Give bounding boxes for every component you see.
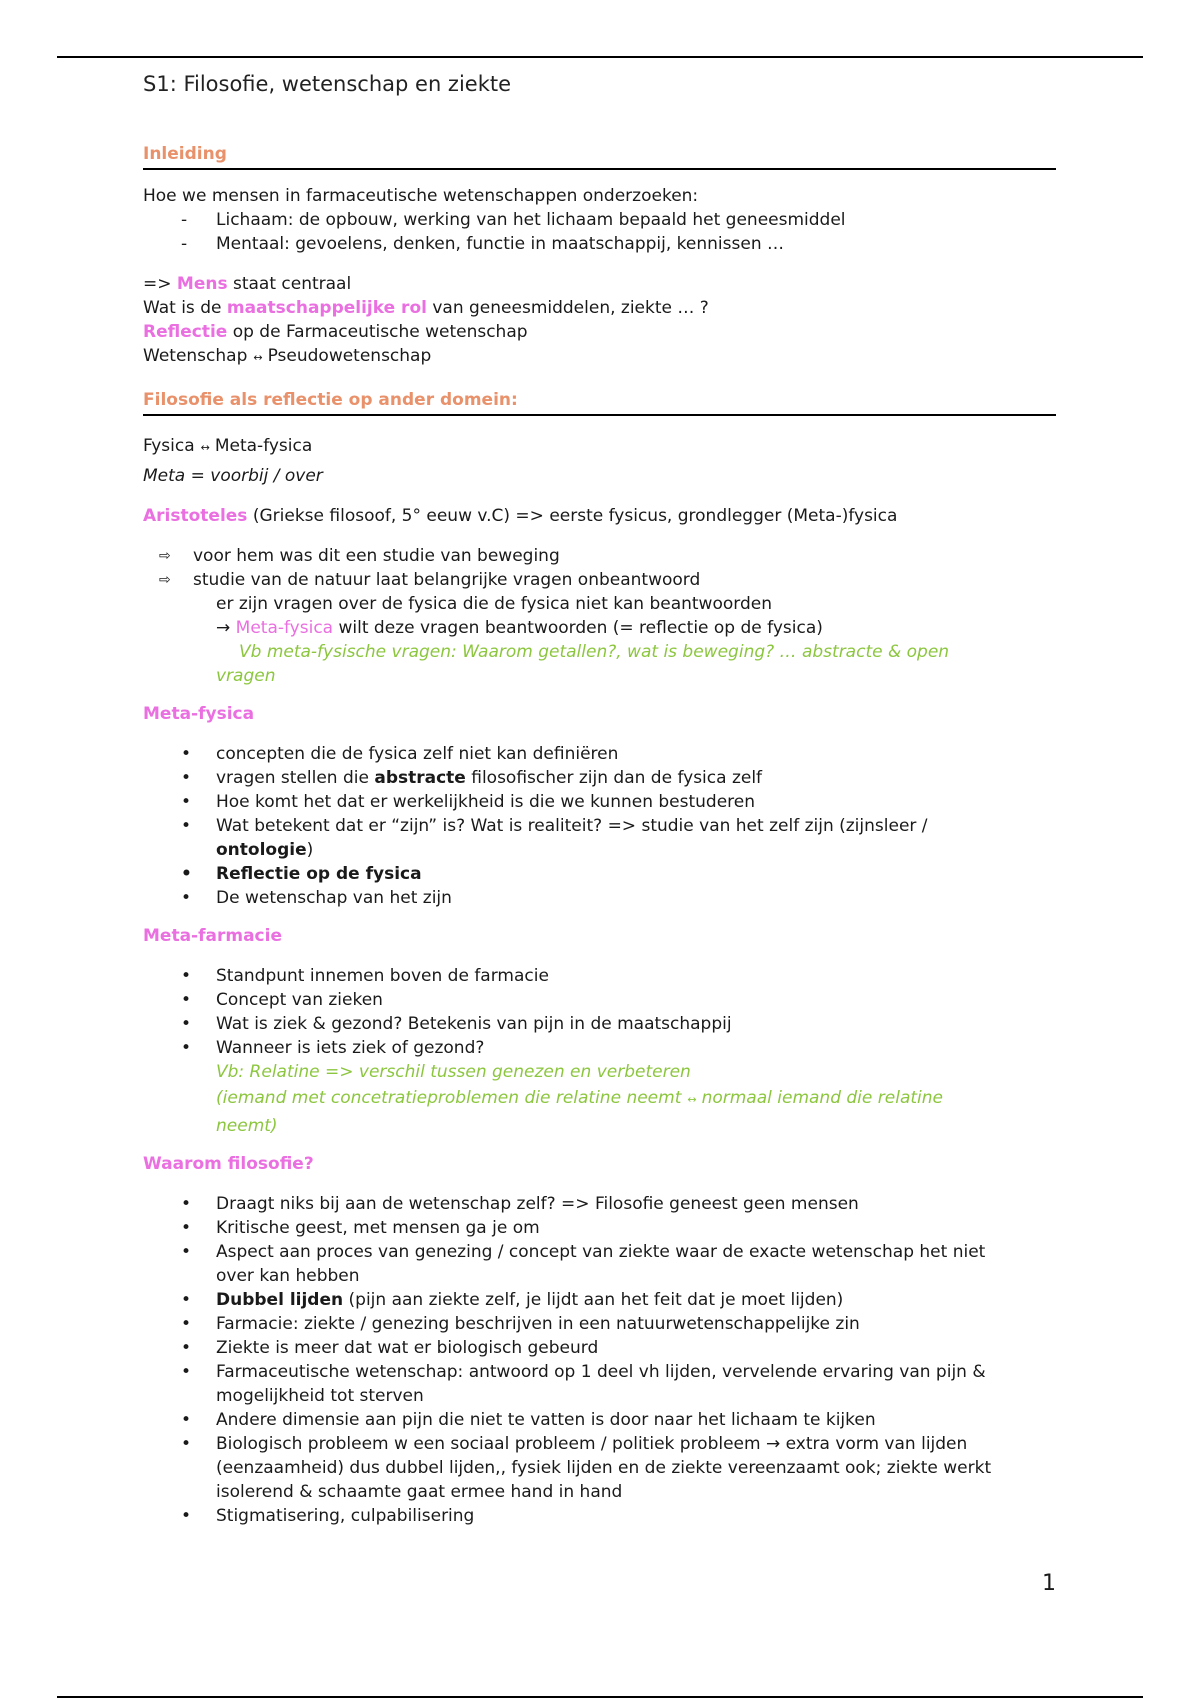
list-item: • Andere dimensie aan pijn die niet te vatten is door naar het lichaam te kijken bbox=[143, 1408, 1056, 1432]
list-item: • Reflectie op de fysica bbox=[143, 862, 1056, 886]
list-item: - Lichaam: de opbouw, werking van het lichaam bepaald het geneesmiddel bbox=[143, 208, 1056, 232]
list-item: - Mentaal: gevoelens, denken, functie in maatschappij, kennissen … bbox=[143, 232, 1056, 256]
document-body bbox=[143, 70, 1056, 1528]
inleiding-list bbox=[143, 208, 1056, 256]
section-heading-filosofie: Filosofie als reflectie op ander domein: bbox=[143, 388, 1056, 416]
meta-definition: Meta = voorbij / over bbox=[143, 466, 323, 486]
wetenschap-line: Wetenschap ↔ Pseudowetenschap bbox=[143, 346, 432, 366]
list-item: • Dubbel lijden (pijn aan ziekte zelf, je lijdt aan het feit dat je moet lijden) bbox=[143, 1288, 1056, 1312]
relatine-example-2: (iemand met concetratieproblemen die relatine neemt ↔ normaal iemand die relatine bbox=[216, 1088, 943, 1108]
page-title: S1: Filosofie, wetenschap en ziekte bbox=[143, 72, 512, 96]
list-item: ⇨ studie van de natuur laat belangrijke vragen onbeantwoord bbox=[143, 568, 1056, 592]
example-line-1: Vb meta-fysische vragen: Waarom getallen?, wat is beweging? … abstracte & open bbox=[239, 642, 950, 662]
page-number: 1 bbox=[1042, 1571, 1056, 1596]
bottom-rule bbox=[57, 1696, 1143, 1698]
list-item: • Wanneer is iets ziek of gezond? bbox=[143, 1036, 1056, 1060]
list-item: • concepten die de fysica zelf niet kan definiëren bbox=[143, 742, 1056, 766]
aristoteles-line: Aristoteles (Griekse filosoof, 5° eeuw v.C) => eerste fysicus, grondlegger (Meta-)fysica bbox=[143, 506, 898, 526]
meta-fysica-answer-line: → Meta-fysica wilt deze vragen beantwoorden (= reflectie op de fysica) bbox=[216, 618, 823, 638]
list-item: • Ziekte is meer dat wat er biologisch gebeurd bbox=[143, 1336, 1056, 1360]
section-heading-waarom-filosofie: Waarom filosofie? bbox=[143, 1154, 314, 1174]
list-item: ⇨ voor hem was dit een studie van beweging bbox=[143, 544, 1056, 568]
list-item: • Biologisch probleem w een sociaal probleem / politiek probleem → extra vorm van lijden (eenzaamheid) dus dubbel lijden,, fysiek lijden en de ziekte vereenzaamt ook; ziekte werkt isolerend & schaamte gaat ermee hand in hand bbox=[143, 1432, 1056, 1504]
relatine-example-1: Vb: Relatine => verschil tussen genezen en verbeteren bbox=[216, 1062, 691, 1082]
list-item: • Wat betekent dat er “zijn” is? Wat is realiteit? => studie van het zelf zijn (zijnsleer / ontologie) bbox=[143, 814, 1056, 862]
list-item: • vragen stellen die abstracte filosofischer zijn dan de fysica zelf bbox=[143, 766, 1056, 790]
list-item: • Farmaceutische wetenschap: antwoord op 1 deel vh lijden, vervelende ervaring van pijn & mogelijkheid tot sterven bbox=[143, 1360, 1056, 1408]
left-right-arrow-icon: ↔ bbox=[687, 1093, 696, 1106]
list-item: • Kritische geest, met mensen ga je om bbox=[143, 1216, 1056, 1240]
meta-farmacie-list bbox=[143, 964, 1056, 1060]
mens-line: => Mens staat centraal bbox=[143, 274, 352, 294]
left-right-arrow-icon: ↔ bbox=[253, 351, 262, 364]
section-heading-meta-farmacie: Meta-farmacie bbox=[143, 926, 282, 946]
relatine-example-3: neemt) bbox=[216, 1116, 278, 1136]
list-item: • Farmacie: ziekte / genezing beschrijven in een natuurwetenschappelijke zin bbox=[143, 1312, 1056, 1336]
reflectie-line: Reflectie op de Farmaceutische wetenschap bbox=[143, 322, 528, 342]
top-rule bbox=[57, 56, 1143, 58]
aristoteles-points bbox=[143, 544, 1056, 592]
maatschappelijke-rol-line: Wat is de maatschappelijke rol van geneesmiddelen, ziekte … ? bbox=[143, 298, 709, 318]
list-item: • Standpunt innemen boven de farmacie bbox=[143, 964, 1056, 988]
fysica-line: Fysica ↔ Meta-fysica bbox=[143, 436, 313, 456]
section-heading-inleiding: Inleiding bbox=[143, 142, 1056, 170]
list-item: • Aspect aan proces van genezing / concept van ziekte waar de exacte wetenschap het niet over kan hebben bbox=[143, 1240, 1056, 1288]
example-line-2: vragen bbox=[216, 666, 276, 686]
list-item: • Hoe komt het dat er werkelijkheid is die we kunnen bestuderen bbox=[143, 790, 1056, 814]
section-heading-meta-fysica: Meta-fysica bbox=[143, 704, 255, 724]
list-item: • Draagt niks bij aan de wetenschap zelf? => Filosofie geneest geen mensen bbox=[143, 1192, 1056, 1216]
list-item: • De wetenschap van het zijn bbox=[143, 886, 1056, 910]
meta-fysica-list bbox=[143, 742, 1056, 910]
list-item: • Stigmatisering, culpabilisering bbox=[143, 1504, 1056, 1528]
inleiding-intro: Hoe we mensen in farmaceutische wetenschappen onderzoeken: bbox=[143, 186, 699, 206]
fysica-vragen-line: er zijn vragen over de fysica die de fysica niet kan beantwoorden bbox=[216, 594, 772, 614]
list-item: • Wat is ziek & gezond? Betekenis van pijn in de maatschappij bbox=[143, 1012, 1056, 1036]
waarom-list bbox=[143, 1192, 1056, 1528]
left-right-arrow-icon: ↔ bbox=[200, 441, 209, 454]
list-item: • Concept van zieken bbox=[143, 988, 1056, 1012]
